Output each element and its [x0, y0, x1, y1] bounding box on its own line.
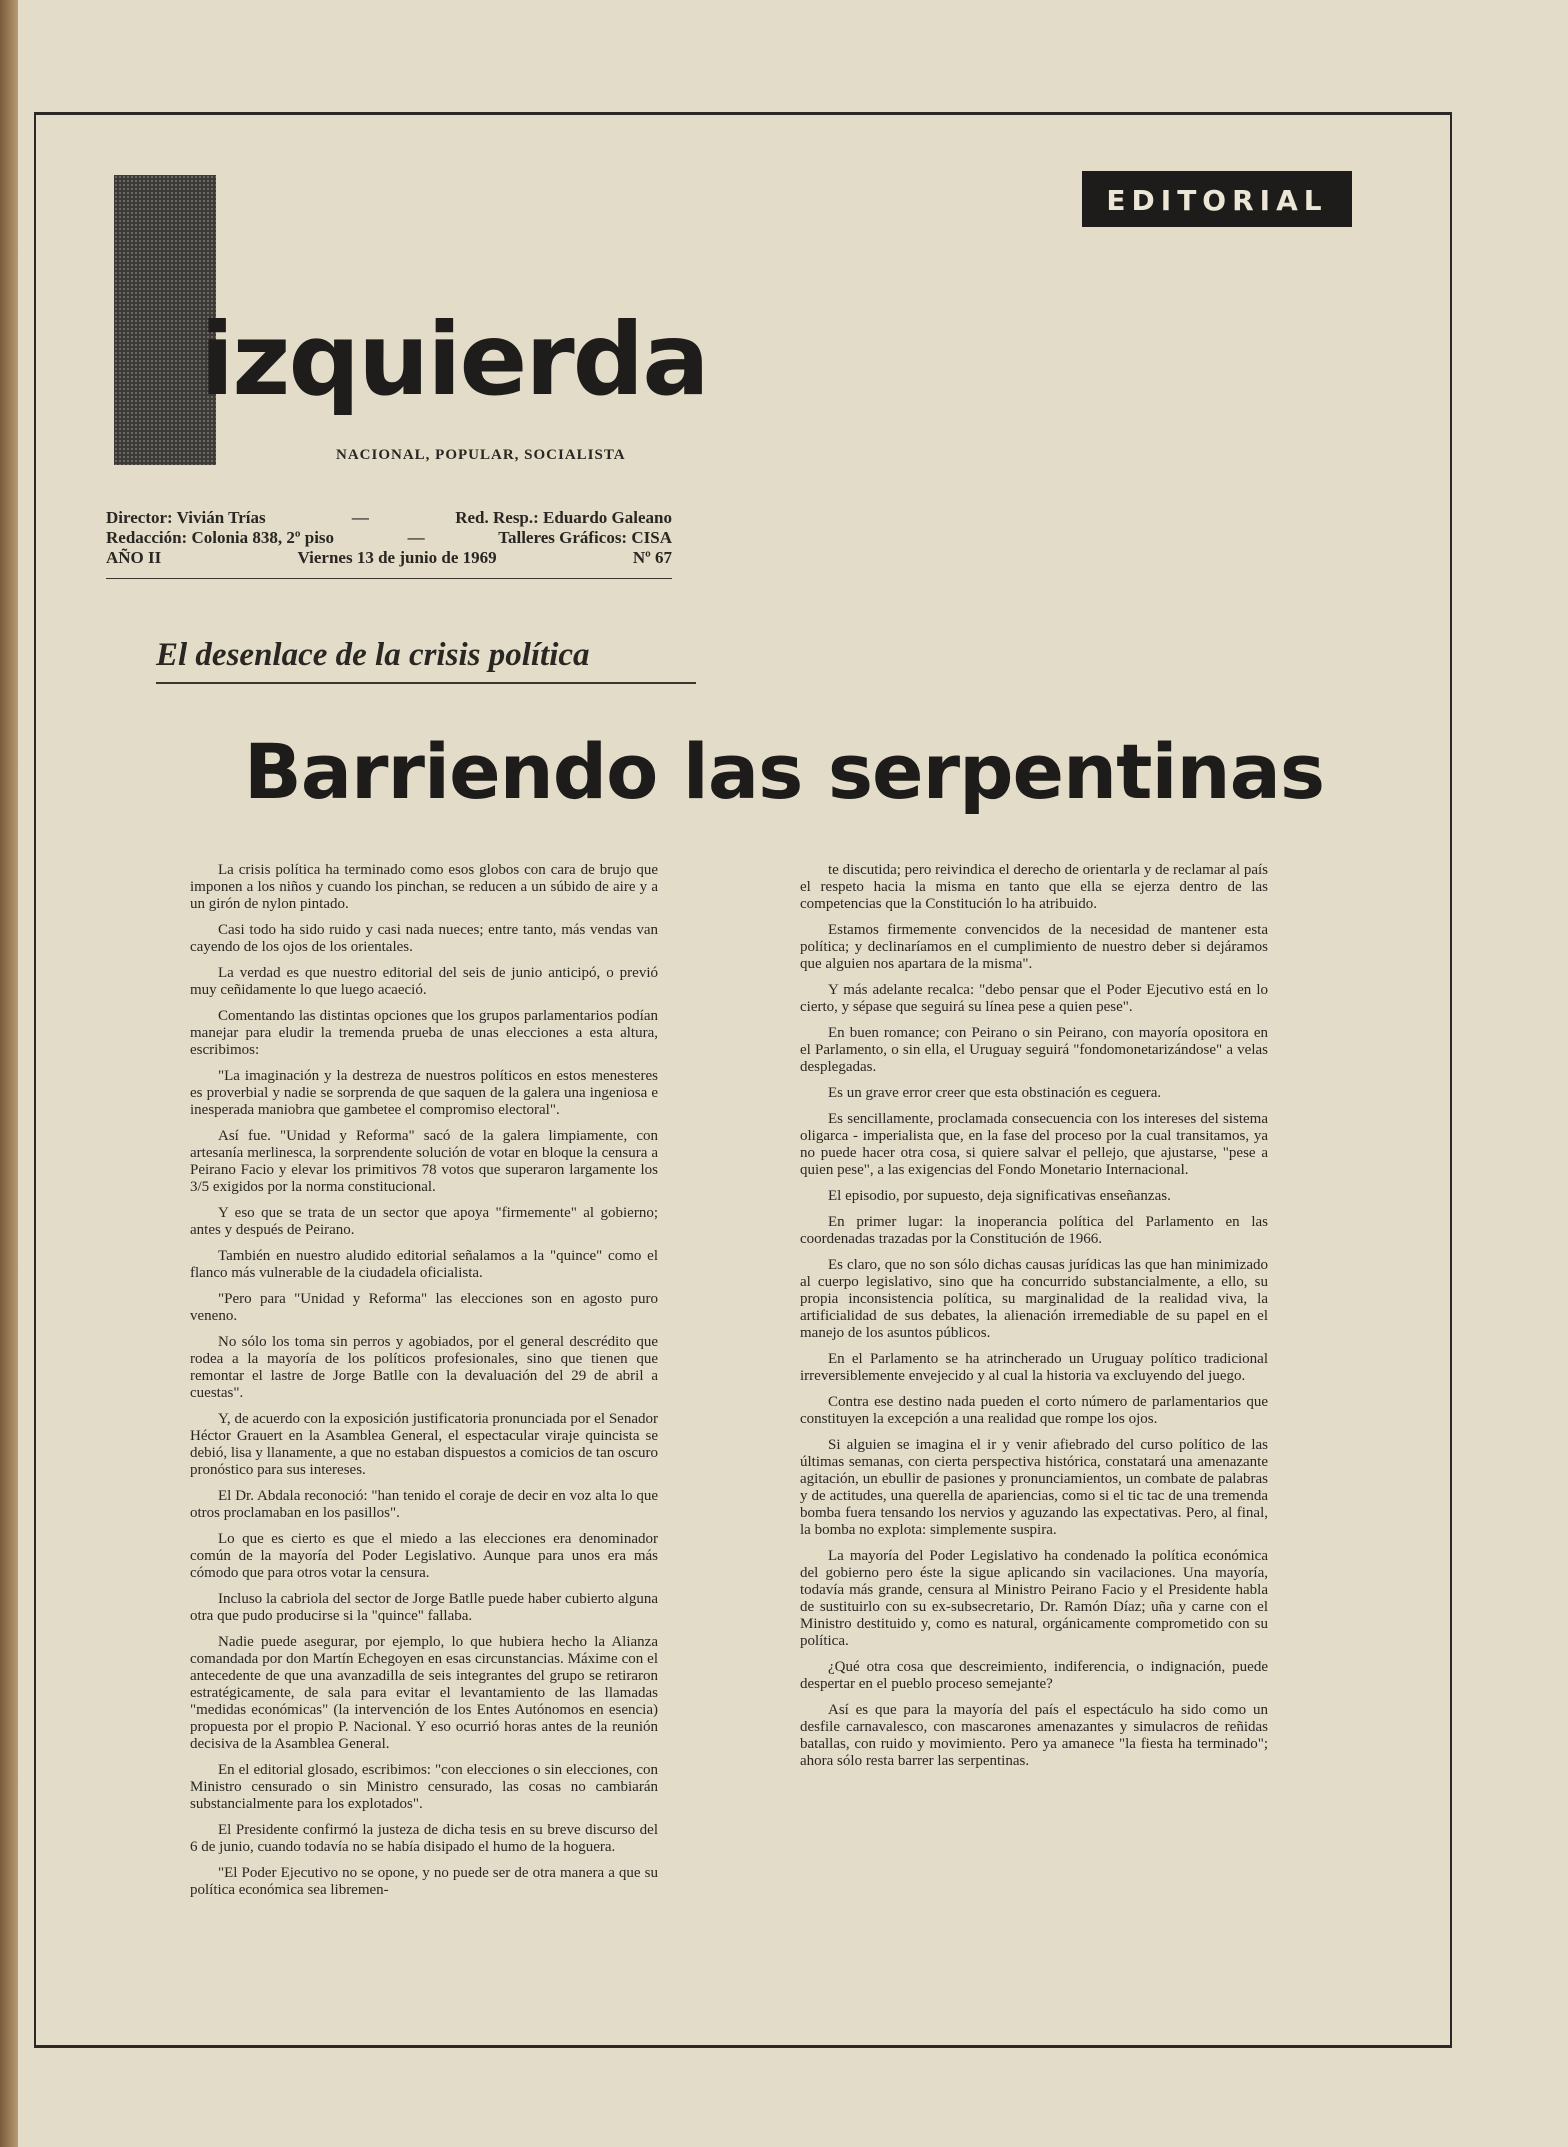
issue-number: Nº 67 — [632, 548, 672, 567]
article-paragraph: "Pero para "Unidad y Reforma" las elecciones son en agosto puro veneno. — [190, 1291, 658, 1324]
separator: — — [351, 508, 369, 527]
article-paragraph: También en nuestro aludido editorial señalamos a la "quince" como el flanco más vulnerable de la ciudadela oficialista. — [190, 1248, 658, 1281]
article-kicker: El desenlace de la crisis política — [156, 637, 696, 684]
responsible-editor: Red. Resp.: Eduardo Galeano — [455, 508, 672, 527]
article-paragraph: Es claro, que no son sólo dichas causas jurídicas las que han minimizado al cuerpo legislativo, sino que ha concurrido substancialmente, a ello, su propia inconsistencia política, su marginalidad de la realidad viva, la artificialidad de sus debates, la alienación irremediable de su papel en el manejo de los asuntos públicos. — [800, 1257, 1268, 1341]
masthead-row-staff — [106, 508, 672, 528]
page-binding-edge — [0, 0, 18, 2147]
article-paragraph: El episodio, por supuesto, deja significativas enseñanzas. — [828, 1188, 1171, 1204]
article-headline: Barriendo las serpentinas — [243, 727, 1325, 816]
masthead-row-issue — [106, 548, 672, 568]
separator: — — [407, 528, 425, 547]
article-column-right — [800, 862, 1268, 2022]
masthead-tagline: NACIONAL, POPULAR, SOCIALISTA — [336, 447, 626, 463]
printer-credit: Talleres Gráficos: CISA — [498, 528, 672, 547]
article-paragraph: ¿Qué otra cosa que descreimiento, indiferencia, o indignación, puede despertar en el pueblo proceso semejante? — [800, 1659, 1268, 1692]
article-paragraph: La mayoría del Poder Legislativo ha condenado la política económica del gobierno pero éste la sigue aplicando sin vacilaciones. Una mayoría, todavía más grande, censura al Ministro Peirano Facio y el Presidente habla de sustituirlo con su ex-subsecretario, Dr. Ramón Díaz; uña y carne con el Ministro destituido y, como es natural, orgánicamente comprometido con su política. — [800, 1548, 1268, 1649]
issue-year: AÑO II — [106, 548, 162, 567]
article-paragraph: Y, de acuerdo con la exposición justificatoria pronunciada por el Senador Héctor Grauert en la Asamblea General, el espectacular viraje quincista se debió, lisa y llanamente, a que no estaban dispuestos a comicios de tan oscuro pronóstico para sus intereses. — [190, 1411, 658, 1478]
issue-date: Viernes 13 de junio de 1969 — [297, 548, 497, 567]
article-paragraph: Es un grave error creer que esta obstinación es ceguera. — [828, 1085, 1162, 1101]
article-paragraph: Lo que es cierto es que el miedo a las elecciones era denominador común de la mayoría del Poder Legislativo. Aunque para unos era más cómodo que para otros votar la censura. — [190, 1531, 658, 1581]
article-paragraph: Así fue. "Unidad y Reforma" sacó de la galera limpiamente, con artesanía merlinesca, la sorprendente solución de votar en bloque la censura a Peirano Facio y elevar los primitivos 78 votos que superaron largamente los 3/5 exigidos por la norma constitucional. — [190, 1128, 658, 1195]
article-paragraph: Estamos firmemente convencidos de la necesidad de mantener esta política; y declinaríamos en el cumplimiento de nuestro deber si dejáramos que alguien nos apartara de la misma". — [800, 922, 1268, 972]
article-paragraph: La crisis política ha terminado como esos globos con cara de brujo que imponen a los niños y cuando los pinchan, se reducen a un súbido de aire y a un girón de nylon pintado. — [190, 862, 658, 912]
article-paragraph: te discutida; pero reivindica el derecho de orientarla y de reclamar al país el respeto hacia la misma en tanto que ella se ejerza dentro de las competencias que la Constitución lo ha atribuido. — [800, 862, 1268, 912]
article-paragraph: Casi todo ha sido ruido y casi nada nueces; entre tanto, más vendas van cayendo de los ojos de los orientales. — [190, 922, 658, 955]
article-paragraph: El Presidente confirmó la justeza de dicha tesis en su breve discurso del 6 de junio, cuando todavía no se había disipado el humo de la hoguera. — [190, 1822, 658, 1855]
article-paragraph: Y eso que se trata de un sector que apoya "firmemente" al gobierno; antes y después de Peirano. — [190, 1205, 658, 1238]
section-badge: EDITORIAL — [1082, 171, 1352, 227]
article-paragraph: El Dr. Abdala reconoció: "han tenido el coraje de decir en voz alta lo que otros proclamaban en los pasillos". — [190, 1488, 658, 1521]
article-paragraph: En buen romance; con Peirano o sin Peirano, con mayoría opositora en el Parlamento, o sin ella, el Uruguay seguirá "fondomonetarizándose" a velas desplegadas. — [800, 1025, 1268, 1075]
article-paragraph: "El Poder Ejecutivo no se opone, y no puede ser de otra manera a que su política económica sea libremen- — [190, 1865, 658, 1898]
article-paragraph: No sólo los toma sin perros y agobiados, por el general descrédito que rodea a la mayoría de los políticos profesionales, sino que tienen que remontar el lastre de Jorge Batlle con la devaluación del 29 de abril a cuestas". — [190, 1334, 658, 1401]
article-paragraph: Así es que para la mayoría del país el espectáculo ha sido como un desfile carnavalesco, con mascarones amenazantes y simulacros de reñidas batallas, con ruido y movimiento. Pero ya amanece "la fiesta ha terminado"; ahora sólo resta barrer las serpentinas. — [800, 1702, 1268, 1769]
masthead-row-address — [106, 528, 672, 548]
masthead-info — [106, 508, 672, 568]
article-column-left — [190, 862, 658, 2022]
article-paragraph: En el Parlamento se ha atrincherado un Uruguay político tradicional irreversiblemente envejecido y al cual la historia va excluyendo del juego. — [800, 1351, 1268, 1384]
director-credit: Director: Vivián Trías — [106, 508, 266, 527]
article-paragraph: Comentando las distintas opciones que los grupos parlamentarios podían manejar para eludir la tremenda prueba de unas elecciones a esta altura, escribimos: — [190, 1008, 658, 1058]
article-paragraph: Es sencillamente, proclamada consecuencia con los intereses del sistema oligarca - imperialista que, en la fase del proceso por la cual transitamos, ya no puede hacer otra cosa, si quiere salvar el pellejo, que ajustarse, "pese a quien pese", a las exigencias del Fondo Monetario Internacional. — [800, 1111, 1268, 1178]
article-paragraph: En el editorial glosado, escribimos: "con elecciones o sin elecciones, con Ministro censurado o sin Ministro censurado, las cosas no cambiarán substancialmente para los explotados". — [190, 1762, 658, 1812]
article-paragraph: Incluso la cabriola del sector de Jorge Batlle puede haber cubierto alguna otra que pudo producirse si la "quince" fallaba. — [190, 1591, 658, 1624]
article-paragraph: Y más adelante recalca: "debo pensar que el Poder Ejecutivo está en lo cierto, y sépase que seguirá su línea pese a quien pese". — [800, 982, 1268, 1015]
article-paragraph: Si alguien se imagina el ir y venir afiebrado del curso político de las últimas semanas, con cierta perspectiva histórica, constatará una amenazante agitación, un ebullir de pasiones y pronunciamientos, un combate de palabras y de actitudes, una querella de apariencias, como si el tic tac de una tremenda bomba fuera tensando los nervios y aguzando las expectativas. Pero, al final, la bomba no explota: simplemente suspira. — [800, 1437, 1268, 1538]
article-paragraph: "La imaginación y la destreza de nuestros políticos en estos menesteres es proverbial y nadie se sorprenda de que saquen de la galera una ingeniosa e inesperada maniobra que gambetee el compromiso electoral". — [190, 1068, 658, 1118]
masthead-logo-title: izquierda — [200, 301, 708, 418]
article-paragraph: La verdad es que nuestro editorial del seis de junio anticipó, o previó muy ceñidamente lo que luego acaeció. — [190, 965, 658, 998]
article-paragraph: Nadie puede asegurar, por ejemplo, lo que hubiera hecho la Alianza comandada por don Martín Echegoyen en esas circunstancias. Máxime con el antecedente de que una avanzadilla de seis integrantes del grupo se retiraron estratégicamente, de sala para evitar el levantamiento de las llamadas "medidas económicas" (la intervención de los Entes Autónomos en esencia) propuesta por el propio P. Nacional. Y eso ocurrió horas antes de la reunión decisiva de la Asamblea General. — [190, 1634, 658, 1752]
article-paragraph: En primer lugar: la inoperancia política del Parlamento en las coordenadas trazadas por la Constitución de 1966. — [800, 1214, 1268, 1247]
newsroom-address: Redacción: Colonia 838, 2º piso — [106, 528, 335, 547]
masthead-rule — [106, 578, 672, 579]
article-paragraph: Contra ese destino nada pueden el corto número de parlamentarios que constituyen la excepción a una realidad que rompe los ojos. — [800, 1394, 1268, 1427]
